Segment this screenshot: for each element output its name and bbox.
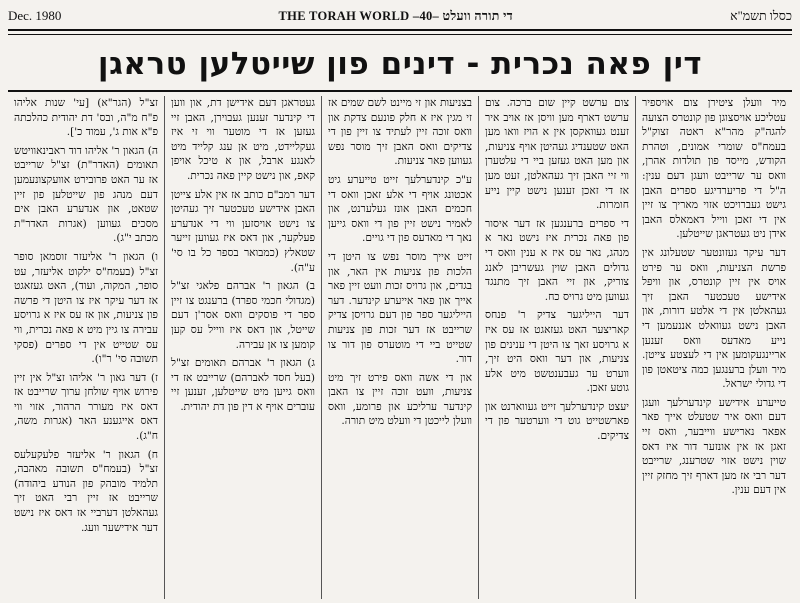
paragraph: טייערע אידישע קינדערלעך וועגן דעם וואס איר שטעלט אייך פאר אפאר נארישע ווייבער, וואס זיי זאגן אז אין אונזער דור איז דאס שוין נישט אזוי שטרענג, שרייבט דער רבי אז מען דארף זיך מחזק זיין אין דעם ענין. (642, 396, 786, 497)
header-rule (8, 29, 792, 31)
column-1 (635, 96, 792, 599)
title-rule (8, 90, 792, 92)
paragraph: זייט אייך מוסר נפש צו היטן די הלכות פון צניעות אין האר, און בגדים, און גרויס זכות וועט זיין פאר אייך און פאר אייערע קינדער. דער הייליגער ספר פון דעם גרויסן צדיק שרייבט אז דער זכות פון צניעות שטייט ביי די מוטערס פון דור צו דור. (328, 250, 472, 366)
column-4 (164, 96, 321, 599)
publication-title (279, 9, 513, 24)
paragraph: זצ"ל (הגר"א) [עי' שנות אליהו פ"ח מ"ה, ובס' דת יהודית כהלכתה פ"א אות ג', עמוד כ']. (14, 97, 158, 139)
column-3 (321, 96, 478, 599)
column-2 (478, 96, 635, 599)
article-columns (8, 96, 792, 599)
paragraph: ב) הגאון ר' אברהם פלאגי זצ"ל (מגדולי חכמי ספרד) ברענגט צו זיין ספר די פוסקים וואס אסר'ן דעם שייטל, און דאס איז ווייל עס קען קומען צו אן עבירה. (171, 280, 315, 351)
paragraph: ח) הגאון ר' אליעזר פלעקעלעס זצ"ל (בעמח"ס תשובה מאהבה, תלמיד מובהק פון הנודע ביהודה) שרייבט אז זיין רבי האט זיך געהאלטן דערביי אז דאס איז נישט דער אידישער וועג. (14, 448, 158, 534)
article-title: דין פאה נכרית - דינים פון שייטלען טראגן (97, 46, 703, 82)
publication-name-english: THE TORAH WORLD –40– (278, 8, 440, 23)
issue-date: Dec. 1980 (8, 8, 62, 23)
paragraph: ה) הגאון ר' אליהו דוד ראבינאוויטש תאומים (האדר"ת) זצ"ל שרייבט אז ער האט פרובירט אוועקצונעמען דעם מנהג פון שייטלען פון זיין שטאט, און אנדערע האבן אים מסכים געווען (אגרות האדר"ת מכתב י"ג). (14, 144, 158, 245)
hebrew-date: כסלו תשמ"א (730, 8, 792, 23)
column-5 (8, 96, 164, 599)
paragraph: ו) הגאון ר' אליעזר זוסמאן סופר זצ"ל (בעמח"ס ילקוט אליעזר, עט סופר, המקוה, ועוד), האט געזאגט אז דער עיקר איז צו היטן די פרשה פון צניעות, און אז עס איז א גרויסע עבירה צו גיין מיט א פאה נכרית, ווי עס שטייט אין די ספרים (פסקי תשובה סי' ר"ו). (14, 250, 158, 366)
paragraph: געטראגן דעם אידישן דת, און ווען די קינדער זענען געבוירן, האבן זיי געזען אז די מוטער ווי זי איז געקליידט, מיט אן ענג קלייד מיט לאנגע ארבל, און א טיכל אויפן קאפ, און נישט קיין פאה נכרית. (171, 97, 315, 182)
paragraph: און די אשה וואס פירט זיך מיט צניעות, וועט זוכה זיין צו האבן קינדער ערליכע און פרומע, וואס וועלן לייכטן די וועלט מיט תורה. (328, 371, 472, 428)
paragraph: דער עיקר געזונטער שטעלונג אין פרשת הצניעות, וואס ער פירט אויס אין זיין קונטרס, און וויפל אידישע טעכטער האבן זיך געהאלטן אין די אלטע דורות, און האבן נישט געוואלט אננעמען די נייע מאדעס וואס זענען אריינגעקומען אין די לעצטע צייטן. מיר וועלן ברענגען כמה ציטאטן פון די גדולי ישראל. (642, 246, 786, 391)
paragraph: יעצט קינדערלעך זייט געווארנט און פארשטייט גוט די ווערטער פון די צדיקים. (485, 400, 629, 443)
paragraph: דער רמב"ם כותב אז אין אלע צייטן האבן אידישע טעכטער זיך געהיטן צו נישט אויסזען ווי די אנדערע פעלקער, און דאס איז געווען זייער שטאלץ (כמבואר בספר כל בו סי' ע"ה). (171, 188, 315, 274)
paragraph: ע"כ קינדערלעך זייט טייערע גיט אכטונג אויף די אלע זאכן וואס די חכמים האבן אונז געלערנט, און לאמיר נישט זיין פון די וואס גייען נאך די מאדעס פון די גויים. (328, 173, 472, 245)
paragraph: צום ערשט קיין שום ברכה. צום ערשט דארף מען וויסן אז אויב איר זענט געוואקסן אין א הויז וואו מען האט שטענדיג געהיטן אויף צניעות, און מען האט געזען ביי די עלטערן ווי זיי האבן זיך געהאלטן, זעט מען אז די זאכן זענען נישט קיין נייע חומרות. (485, 97, 629, 212)
paragraph: דער הייליגער צדיק ר' פנחס קאריצער האט געזאגט אז עס איז א גרויסע זאך צו היטן די ענינים פון צניעות, און דער וואס היט זיך, ווערט ער געבענטשט מיט אלע גוטע זאכן. (485, 309, 629, 395)
page-header (8, 6, 792, 26)
paragraph: מיר וועלן ציטירן צום אויספיר עטליכע אויסצוגן פון קונטרס הצועה להגה"ק מהר"א ראטה זצוק"ל בעמח"ס שומרי אמונים, וטהרת הקודש, מייסד פון תולדות אהרן, וואס ער שרייבט וועגן דעם ענין: ה"ל די פריערדיגע ספרים האבן גישט געברויכט אזוי מאריך צו זיין אין די זאכן ווייל דאמאלס האבן אידן ניט געטראגן שייטלען. (642, 97, 786, 241)
paragraph: ג) הגאון ר' אברהם תאומים זצ"ל (בעל חסד לאברהם) שרייבט אז די וואס גייען מיט שייטלען, זענען זיי עוברים אויף א דין פון דת יהודית. (171, 357, 315, 413)
header-rule-thin (8, 34, 792, 35)
paragraph: די ספרים ברענגען אז דער איסור פון פאה נכרית איז נישט נאר א מנהג, נאר עס איז א ענין וואס די גדולים האבן שוין געשריבן לאנג צוריק, און זיי האבן זיך מתנגד געווען מיט גרויס כח. (485, 217, 629, 303)
paragraph: ז) דער גאון ר' אליהו זצ"ל אין זיין פירוש אויף שולחן ערוך שרייבט אז דאס איז מעורר הרהור, אזוי ווי דאס אייגענע האר (אגרות משה, ח"ג). (14, 371, 158, 443)
publication-name-yiddish: די תורה וועלט (442, 8, 513, 23)
paragraph: בצניעות און זי מיינט לשם שמים אז זי מגין איז א חלק פונעם צדקת און וואס זוכה זיין לעתיד צו זיין פון די צדיקים וואס האבן זיך מוסר נפש געווען פאר צניעות. (328, 97, 472, 168)
